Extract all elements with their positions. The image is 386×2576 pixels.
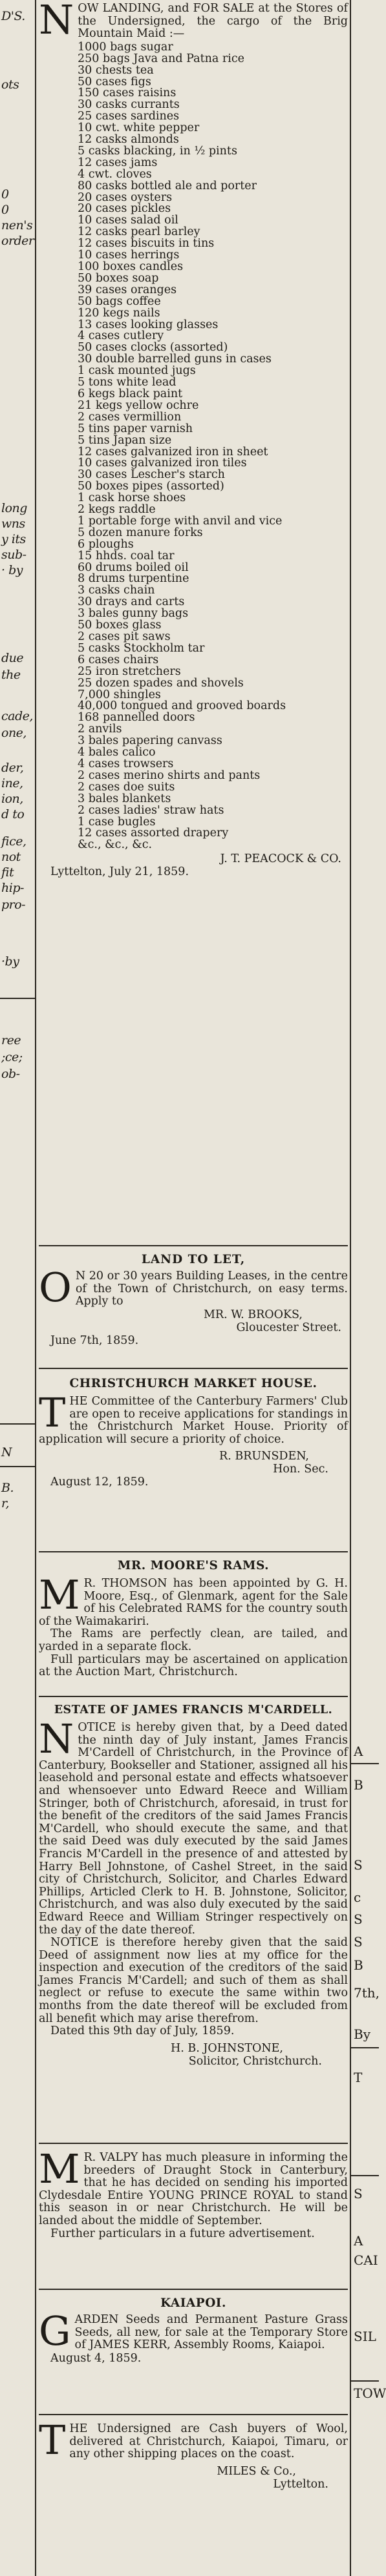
drop-cap: M bbox=[39, 1571, 80, 1618]
cargo-item: 4 bales calico bbox=[78, 746, 156, 759]
wool-body: HE Undersigned are Cash buyers of Wool, delivered at Christchurch, Kaiapoi, Timaru, or any other shipping places on the coast. bbox=[69, 2422, 348, 2461]
right-fragment-text: TOW bbox=[354, 2385, 386, 2401]
left-fragment-text: ;ce; bbox=[1, 1050, 23, 1064]
cargo-item: 30 double barrelled guns in cases bbox=[78, 353, 272, 366]
cargo-item: 2 anvils bbox=[78, 723, 122, 736]
land-body: N 20 or 30 years Building Leases, in the centre of the Town of Christchurch, on easy terms. Apply to bbox=[75, 1270, 348, 1308]
left-fragment-text: ion, bbox=[1, 792, 23, 806]
cargo-item: 10 cases salad oil bbox=[78, 214, 178, 227]
rams-body: R. THOMSON has been appointed by G. H. Moore, Esq., of Glenmark, agent for the Sale of his Celebrated RAMS for the country south of the Waimakariri. bbox=[39, 1577, 348, 1628]
left-rule bbox=[0, 1466, 35, 1467]
right-fragment-text: S bbox=[354, 2186, 363, 2201]
landing-advertisement bbox=[39, 0, 348, 879]
cargo-item: 50 bags coffee bbox=[78, 294, 161, 308]
cargo-item: 3 casks chain bbox=[78, 584, 155, 597]
cargo-item: 1 cask mounted jugs bbox=[78, 364, 196, 378]
drop-cap: G bbox=[39, 2307, 71, 2354]
cargo-item: 6 cases chairs bbox=[78, 653, 159, 666]
cargo-item: 12 cases assorted drapery bbox=[78, 827, 229, 840]
estate-notice-advertisement bbox=[39, 1704, 348, 2068]
divider bbox=[39, 1245, 348, 1246]
divider bbox=[39, 1368, 348, 1369]
left-fragment-text: r, bbox=[1, 1496, 10, 1510]
market-house-advertisement bbox=[39, 1377, 348, 1489]
wool-signature: MILES & Co., bbox=[217, 2464, 296, 2478]
kaiapoi-heading: KAIAPOI. bbox=[160, 2296, 226, 2310]
cargo-item: 10 cwt. white pepper bbox=[78, 121, 200, 135]
cargo-item: 250 bags Java and Patna rice bbox=[78, 52, 244, 65]
cargo-item: 2 cases doe suits bbox=[78, 780, 175, 794]
valpy-advertisement bbox=[39, 2145, 348, 2240]
cargo-item: 50 cases figs bbox=[78, 75, 151, 88]
estate-signature-title: Solicitor, Christchurch. bbox=[188, 2054, 322, 2068]
market-secretary: Hon. Sec. bbox=[273, 1463, 328, 1476]
wool-buyers-advertisement bbox=[39, 2416, 348, 2491]
land-to-let-advertisement bbox=[39, 1253, 348, 1347]
cargo-item: 30 casks currants bbox=[78, 98, 180, 112]
divider bbox=[39, 1551, 348, 1552]
cargo-item: 50 cases clocks (assorted) bbox=[78, 341, 228, 355]
cargo-item: 30 drays and carts bbox=[78, 595, 185, 609]
left-fragment-text: sub- bbox=[1, 548, 27, 562]
cargo-item: 5 tins paper varnish bbox=[78, 422, 193, 435]
left-rule bbox=[0, 998, 35, 999]
market-body: HE Committee of the Canterbury Farmers' Club are open to receive applications for standings in the Christchurch Market House. Priority of application will secure a priority of choice. bbox=[39, 1395, 348, 1446]
left-fragment-text: pro- bbox=[1, 898, 26, 912]
right-fragment-text: SIL bbox=[354, 2329, 376, 2344]
left-fragment-text: due bbox=[1, 651, 24, 665]
cargo-item: 20 cases oysters bbox=[78, 191, 173, 204]
right-rule bbox=[351, 2380, 379, 2382]
left-fragment-text: the bbox=[1, 668, 21, 682]
divider bbox=[39, 2414, 348, 2415]
cargo-item: 1000 bags sugar bbox=[78, 40, 173, 54]
cargo-item: 25 iron stretchers bbox=[78, 665, 181, 678]
left-fragment-text: fice, bbox=[1, 834, 27, 849]
market-signature: R. BRUNSDEN, bbox=[219, 1450, 309, 1463]
cargo-item: 12 cases galvanized iron in sheet bbox=[78, 445, 268, 459]
land-heading: LAND TO LET, bbox=[141, 1253, 246, 1266]
divider bbox=[39, 2143, 348, 2144]
left-fragment-text: long bbox=[1, 501, 27, 515]
drop-cap: M bbox=[39, 2145, 80, 2192]
cargo-item: 39 cases oranges bbox=[78, 283, 177, 296]
estate-dated: Dated this 9th day of July, 1859. bbox=[50, 2025, 235, 2038]
right-fragment-text: By bbox=[354, 2026, 370, 2042]
drop-cap: O bbox=[39, 1264, 72, 1311]
drop-cap: N bbox=[39, 1715, 74, 1762]
cargo-item: 50 boxes pipes (assorted) bbox=[78, 480, 224, 493]
land-address: Gloucester Street. bbox=[236, 1321, 341, 1334]
divider bbox=[39, 2289, 348, 2290]
right-fragment-text: A bbox=[354, 1744, 363, 1759]
cargo-item: 12 casks almonds bbox=[78, 133, 179, 147]
cargo-item: 2 cases merino shirts and pants bbox=[78, 768, 261, 782]
right-fragment-text: c bbox=[354, 1890, 361, 1905]
cargo-item: 60 drums boiled oil bbox=[78, 561, 189, 574]
cargo-item: 10 cases galvanized iron tiles bbox=[78, 457, 247, 470]
left-fragment-text: nen's bbox=[1, 218, 33, 232]
cargo-item: 25 cases sardines bbox=[78, 110, 180, 123]
left-fragment-text: D'S. bbox=[1, 9, 25, 23]
cargo-item: 12 cases biscuits in tins bbox=[78, 237, 215, 251]
drop-cap: N bbox=[39, 0, 74, 43]
cargo-item: 15 hhds. coal tar bbox=[78, 549, 175, 562]
right-rule bbox=[351, 1763, 379, 1764]
left-rule bbox=[0, 1423, 35, 1425]
cargo-item: 25 dozen spades and shovels bbox=[78, 676, 244, 690]
rams-heading: MR. MOORE'S RAMS. bbox=[117, 1559, 270, 1572]
cargo-item: 4 cases trowsers bbox=[78, 757, 174, 770]
valpy-body-2: Further particulars in a future advertisement. bbox=[50, 2227, 315, 2240]
rams-advertisement bbox=[39, 1559, 348, 1679]
left-fragment-text: N bbox=[1, 1445, 12, 1459]
cargo-item: 50 boxes soap bbox=[78, 271, 159, 285]
land-signature: MR. W. BROOKS, bbox=[203, 1308, 303, 1321]
left-fragment-text: 0 bbox=[1, 187, 9, 201]
right-fragment-text: S bbox=[354, 1911, 363, 1927]
landing-intro: OW LANDING, and FOR SALE at the Stores of the Undersigned, the cargo of the Brig Mountain Maid :— bbox=[78, 2, 348, 41]
left-fragment-text: ·by bbox=[1, 954, 19, 969]
cargo-list bbox=[39, 42, 348, 851]
left-fragment-text: order bbox=[1, 234, 34, 248]
valpy-body: R. VALPY has much pleasure in informing the breeders of Draught Stock in Canterbury, that he has decided on sending his imported Clydesdale Entire YOUNG PRINCE ROYAL to stand this season in or near Christchurch. He will be landed about the middle of September. bbox=[39, 2151, 348, 2227]
left-fragment-text: ree bbox=[1, 1033, 21, 1047]
right-fragment-text: A bbox=[354, 2233, 363, 2249]
landing-date: Lyttelton, July 21, 1859. bbox=[50, 865, 189, 879]
cargo-item: 6 kegs black paint bbox=[78, 387, 183, 400]
cargo-item: 8 drums turpentine bbox=[78, 572, 189, 586]
cargo-item: 80 casks bottled ale and porter bbox=[78, 179, 257, 192]
cargo-item: 40,000 tongued and grooved boards bbox=[78, 699, 286, 713]
right-fragment-text: B bbox=[354, 1957, 363, 1973]
right-rule bbox=[351, 2175, 379, 2176]
cargo-item: 5 dozen manure forks bbox=[78, 526, 203, 539]
right-fragment-text: T bbox=[354, 2070, 363, 2085]
cargo-item: 4 cases cutlery bbox=[78, 329, 164, 343]
right-column-fragments bbox=[352, 0, 386, 2576]
kaiapoi-advertisement bbox=[39, 2296, 348, 2365]
cargo-item: 50 boxes glass bbox=[78, 619, 162, 632]
cargo-item: 3 bales blankets bbox=[78, 792, 171, 805]
left-fragment-text: one, bbox=[1, 726, 27, 740]
cargo-item: 6 ploughs bbox=[78, 537, 134, 551]
cargo-item: 120 kegs nails bbox=[78, 306, 160, 320]
drop-cap: T bbox=[39, 2416, 66, 2464]
cargo-item: 2 kegs raddle bbox=[78, 503, 156, 517]
drop-cap: T bbox=[39, 1389, 66, 1436]
cargo-item: 5 tins Japan size bbox=[78, 433, 172, 447]
cargo-item: 30 cases Lescher's starch bbox=[78, 468, 225, 482]
column-rule-right bbox=[350, 0, 351, 2576]
left-fragment-text: ine, bbox=[1, 776, 23, 790]
divider bbox=[39, 1696, 348, 1697]
right-fragment-text: S bbox=[354, 1857, 363, 1873]
left-fragment-text: hip- bbox=[1, 881, 24, 895]
landing-signature: J. T. PEACOCK & CO. bbox=[220, 852, 341, 866]
cargo-item: 5 casks blacking, in ½ pints bbox=[78, 144, 237, 158]
cargo-item: 100 boxes candles bbox=[78, 260, 184, 273]
cargo-item: 150 cases raisins bbox=[78, 87, 177, 100]
cargo-item: 7,000 shingles bbox=[78, 688, 161, 701]
wool-location: Lyttelton. bbox=[273, 2477, 328, 2491]
estate-body: OTICE is hereby given that, by a Deed dated the ninth day of July instant, James Francis M'Cardell of Christchurch, in the Province of Canterbury, Bookseller and Stationer, assigned all his leasehold and personal estate and effects whatsoever and whensoever unto Edward Reece and William Stringer, both of Christchurch, aforesaid, in trust for the benefit of the creditors of the said James Francis M'Cardell, who should execute the same, and that the said Deed was duly executed by the said James Francis M'Cardell in the presence of and attested by Harry Bell Johnstone, of Cashel Street, in the said city of Christchurch, Solicitor, and Charles Edward Phillips, Articled Clerk to H. B. Johnstone, Solicitor, Christchurch, and was also duly executed by the said Edward Reece and William Stringer respectively on the day of the date thereof. bbox=[39, 1721, 348, 1937]
estate-body-2: NOTICE is therefore hereby given that the said Deed of assignment now lies at my office for the inspection and execution of the creditors of the said James Francis M'Cardell; and such of them as shall neglect or refuse to execute the same within two months from the date thereof will be excluded from all benefit which may arise therefrom. bbox=[39, 1936, 348, 2025]
cargo-item: 10 cases herrings bbox=[78, 249, 180, 262]
market-heading: CHRISTCHURCH MARKET HOUSE. bbox=[69, 1377, 317, 1390]
cargo-item: 168 pannelled doors bbox=[78, 711, 195, 725]
cargo-item: 3 bales gunny bags bbox=[78, 607, 189, 621]
cargo-item: 5 casks Stockholm tar bbox=[78, 641, 205, 655]
cargo-item: 12 cases jams bbox=[78, 156, 158, 169]
left-column-fragments bbox=[0, 0, 34, 2576]
left-fragment-text: not bbox=[1, 850, 21, 864]
left-fragment-text: d to bbox=[1, 807, 25, 821]
cargo-item: &c., &c., &c. bbox=[78, 838, 153, 852]
cargo-item: 13 cases looking glasses bbox=[78, 318, 219, 331]
kaiapoi-date: August 4, 1859. bbox=[50, 2351, 142, 2365]
cargo-item: 2 cases pit saws bbox=[78, 630, 171, 643]
right-fragment-text: S bbox=[354, 1934, 363, 1950]
left-fragment-text: y its bbox=[1, 532, 26, 546]
left-fragment-text: ob- bbox=[1, 1067, 20, 1081]
cargo-item: 5 tons white lead bbox=[78, 376, 177, 389]
right-fragment-text: 7th, bbox=[354, 1985, 380, 2001]
cargo-item: 21 kegs yellow ochre bbox=[78, 398, 199, 412]
left-fragment-text: cade, bbox=[1, 709, 33, 723]
right-fragment-text: CAI bbox=[354, 2252, 378, 2268]
cargo-item: 12 casks pearl barley bbox=[78, 225, 200, 239]
left-fragment-text: wns bbox=[1, 517, 25, 531]
left-fragment-text: ots bbox=[1, 77, 19, 92]
rams-body-2: The Rams are perfectly clean, are tailed, and yarded in a separate flock. bbox=[39, 1627, 348, 1653]
estate-signature: H. B. JOHNSTONE, bbox=[171, 2041, 283, 2055]
kaiapoi-body: ARDEN Seeds and Permanent Pasture Grass Seeds, all new, for sale at the Temporary Store of JAMES KERR, Assembly Rooms, Kaiapoi. bbox=[74, 2313, 348, 2352]
cargo-item: 1 case bugles bbox=[78, 815, 156, 829]
cargo-item: 20 cases pickles bbox=[78, 202, 171, 216]
market-date: August 12, 1859. bbox=[50, 1476, 149, 1489]
cargo-item: 3 bales papering canvass bbox=[78, 734, 222, 748]
left-fragment-text: der, bbox=[1, 761, 24, 775]
right-fragment-text: B bbox=[354, 1777, 363, 1793]
left-fragment-text: 0 bbox=[1, 203, 9, 217]
cargo-item: 1 portable forge with anvil and vice bbox=[78, 514, 283, 528]
left-fragment-text: B. bbox=[1, 1481, 14, 1495]
rams-body-3: Full particulars may be ascertained on application at the Auction Mart, Christchurch. bbox=[39, 1653, 348, 1679]
cargo-item: 2 cases vermillion bbox=[78, 410, 182, 424]
cargo-item: 1 cask horse shoes bbox=[78, 491, 186, 505]
cargo-item: 2 cases ladies' straw hats bbox=[78, 803, 224, 817]
column-rule-left bbox=[35, 0, 36, 2576]
estate-heading: ESTATE OF JAMES FRANCIS M'CARDELL. bbox=[54, 1704, 333, 1716]
cargo-item: 30 chests tea bbox=[78, 63, 154, 77]
cargo-item: 4 cwt. cloves bbox=[78, 167, 152, 181]
right-rule bbox=[351, 2047, 379, 2048]
left-fragment-text: fit bbox=[1, 865, 14, 880]
land-date: June 7th, 1859. bbox=[50, 1334, 139, 1347]
left-fragment-text: · by bbox=[1, 563, 23, 577]
